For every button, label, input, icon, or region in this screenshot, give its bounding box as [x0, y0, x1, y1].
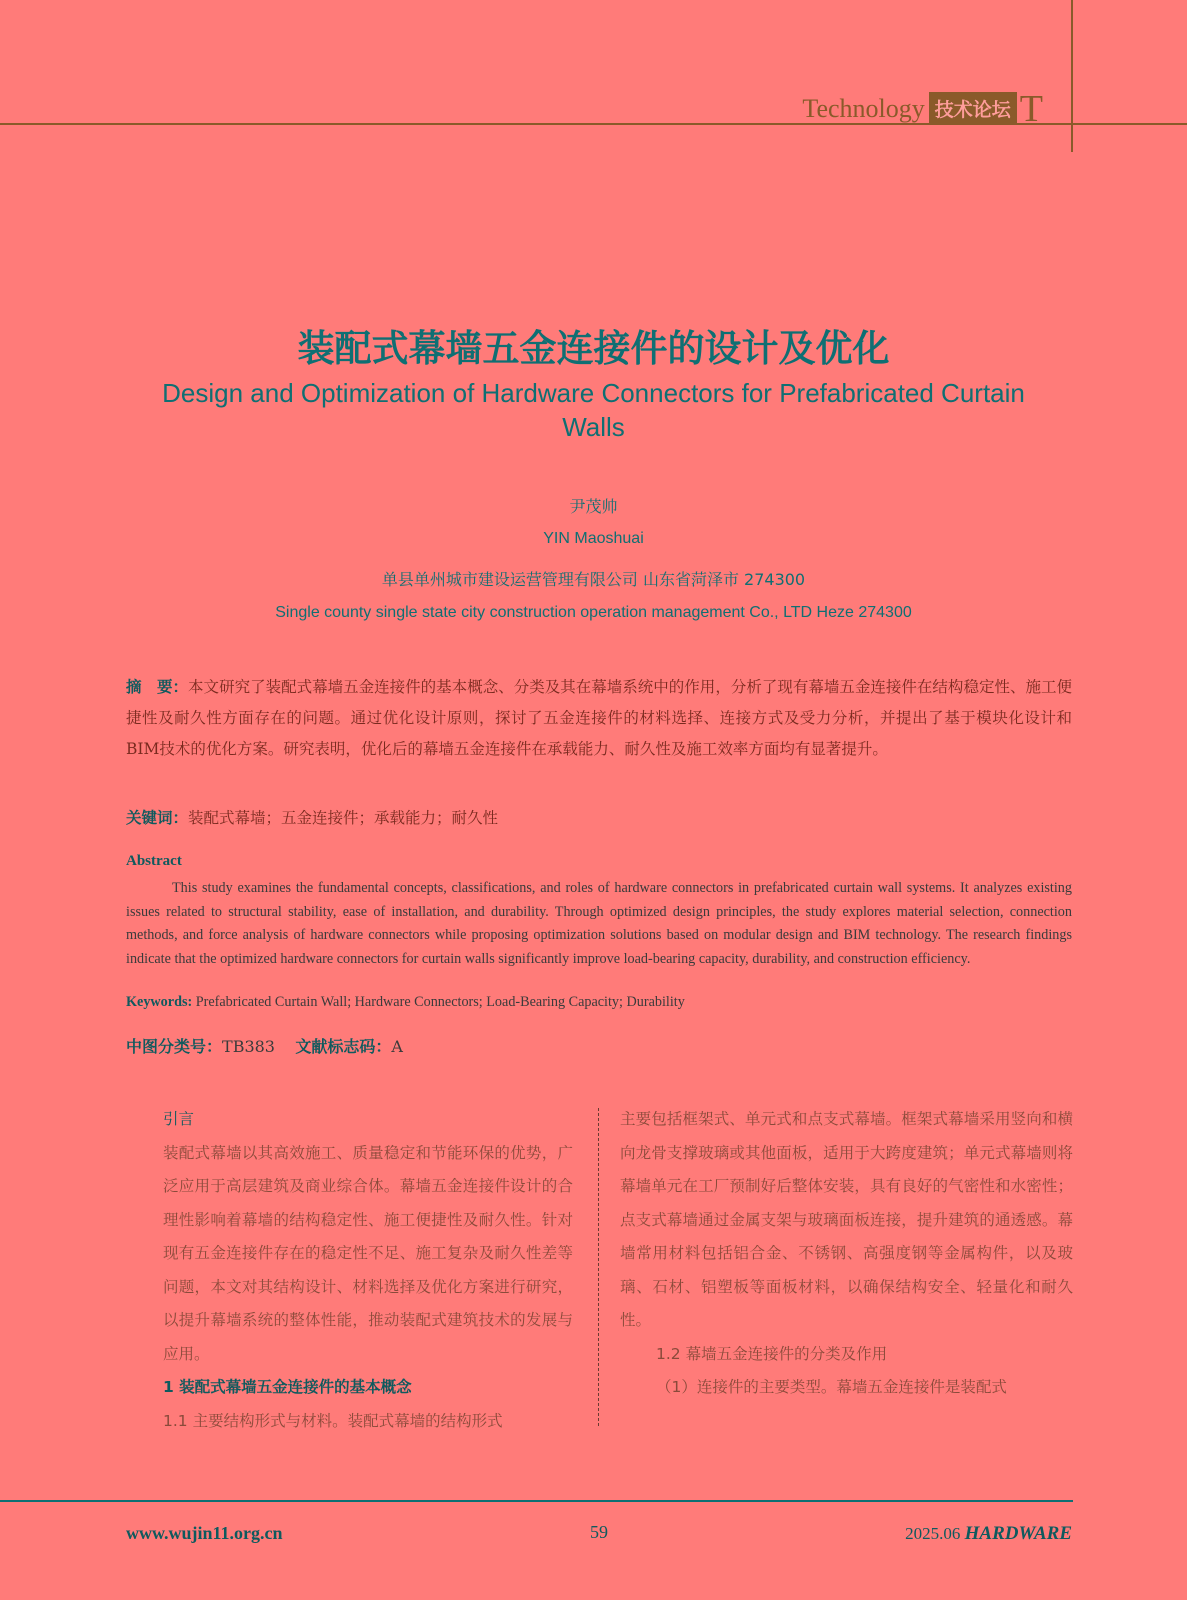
intro-heading: 引言	[163, 1110, 195, 1128]
doc-code-value: A	[391, 1037, 403, 1056]
section11-continued: 主要包括框架式、单元式和点支式幕墙。框架式幕墙采用竖向和横向龙骨支撑玻璃或其他面板，适用于大跨度建筑；单元式幕墙则将幕墙单元在工厂预制好后整体安装，具有良好的气密性和水密性；点支式幕墙通过金属支架与玻璃面板连接，提升建筑的通透感。幕墙常用材料包括铝合金、不锈钢、高强度钢等金属构件，以及玻璃、石材、铝塑板等面板材料，以确保结构安全、轻量化和耐久性。	[620, 1110, 1073, 1329]
section-en: Technology	[802, 93, 925, 123]
affiliation-en: Single county single state city construction operation management Co., LTD Heze 274300	[275, 604, 912, 621]
author-cn: 尹茂帅	[569, 497, 618, 516]
header-vertical-rule	[1071, 0, 1073, 152]
column-divider	[598, 1108, 599, 1426]
keywords-cn-text: 装配式幕墙；五金连接件；承载能力；耐久性	[188, 809, 499, 827]
section-tag	[802, 87, 1043, 130]
footer-rule	[0, 1500, 1073, 1502]
keywords-en	[126, 994, 1072, 1011]
classification-line	[126, 1034, 403, 1057]
abstract-en-heading: Abstract	[126, 853, 182, 869]
abstract-cn-text: 本文研究了装配式幕墙五金连接件的基本概念、分类及其在幕墙系统中的作用，分析了现有幕墙五金连接件在结构稳定性、施工便捷性及耐久性方面存在的问题。通过优化设计原则，探讨了五金连接件的材料选择、连接方式及受力分析，并提出了基于模块化设计和BIM技术的优化方案。研究表明，优化后的幕墙五金连接件在承载能力、耐久性及施工效率方面均有显著提升。	[126, 678, 1072, 758]
title-en: Design and Optimization of Hardware Connectors for Prefabricated Curtain Walls	[162, 378, 1025, 442]
section12-start: （1）连接件的主要类型。幕墙五金连接件是装配式	[656, 1378, 1007, 1396]
intro-text: 装配式幕墙以其高效施工、质量稳定和节能环保的优势，广泛应用于高层建筑及商业综合体。幕墙五金连接件设计的合理性影响着幕墙的结构稳定性、施工便捷性及耐久性。针对现有五金连接件存在的稳定性不足、施工复杂及耐久性差等问题，本文对其结构设计、材料选择及优化方案进行研究，以提升幕墙系统的整体性能，推动装配式建筑技术的发展与应用。	[163, 1143, 573, 1363]
footer-issue	[905, 1523, 1072, 1545]
abstract-cn-label: 摘 要：	[126, 678, 189, 696]
issue-date: 2025.06	[905, 1524, 961, 1543]
keywords-en-label: Keywords:	[126, 994, 193, 1010]
doc-code-label: 文献标志码：	[295, 1037, 392, 1056]
section12-heading: 1.2 幕墙五金连接件的分类及作用	[656, 1344, 888, 1363]
body-column-right	[620, 1103, 1073, 1405]
keywords-cn-label: 关键词：	[126, 809, 189, 827]
abstract-en-text: This study examines the fundamental concepts, classifications, and roles of hardware connectors in prefabricated curtain wall systems. It analyzes existing issues related to structural stability, ease of installation, and durability. Through optimized design principles, the study explores material selection, connection methods, and force analysis of hardware connectors while proposing optimization solutions based on modular design and BIM technology. The research findings indicate that the optimized hardware connectors for curtain walls significantly improve load-bearing capacity, durability, and construction efficiency.	[126, 880, 1072, 967]
section-letter: T	[1019, 87, 1043, 130]
title-cn: 装配式幕墙五金连接件的设计及优化	[297, 327, 890, 370]
abstract-cn	[126, 672, 1072, 765]
clc-label: 中图分类号：	[126, 1037, 223, 1056]
page-number: 59	[590, 1522, 608, 1542]
author-en: YIN Maoshuai	[543, 530, 644, 547]
keywords-en-text: Prefabricated Curtain Wall; Hardware Connectors; Load-Bearing Capacity; Durability	[195, 994, 685, 1010]
section11-start: 1.1 主要结构形式与材料。装配式幕墙的结构形式	[163, 1411, 503, 1430]
section-cn: 技术论坛	[929, 92, 1017, 125]
section1-heading: 1 装配式幕墙五金连接件的基本概念	[163, 1378, 412, 1396]
magazine-name: HARDWARE	[964, 1523, 1072, 1544]
body-column-left	[163, 1103, 573, 1438]
affiliation-cn: 单县单州城市建设运营管理有限公司 山东省菏泽市 274300	[381, 570, 806, 589]
footer-url[interactable]: www.wujin11.org.cn	[126, 1523, 283, 1543]
keywords-cn	[126, 806, 1072, 828]
clc-value: TB383	[222, 1037, 275, 1056]
